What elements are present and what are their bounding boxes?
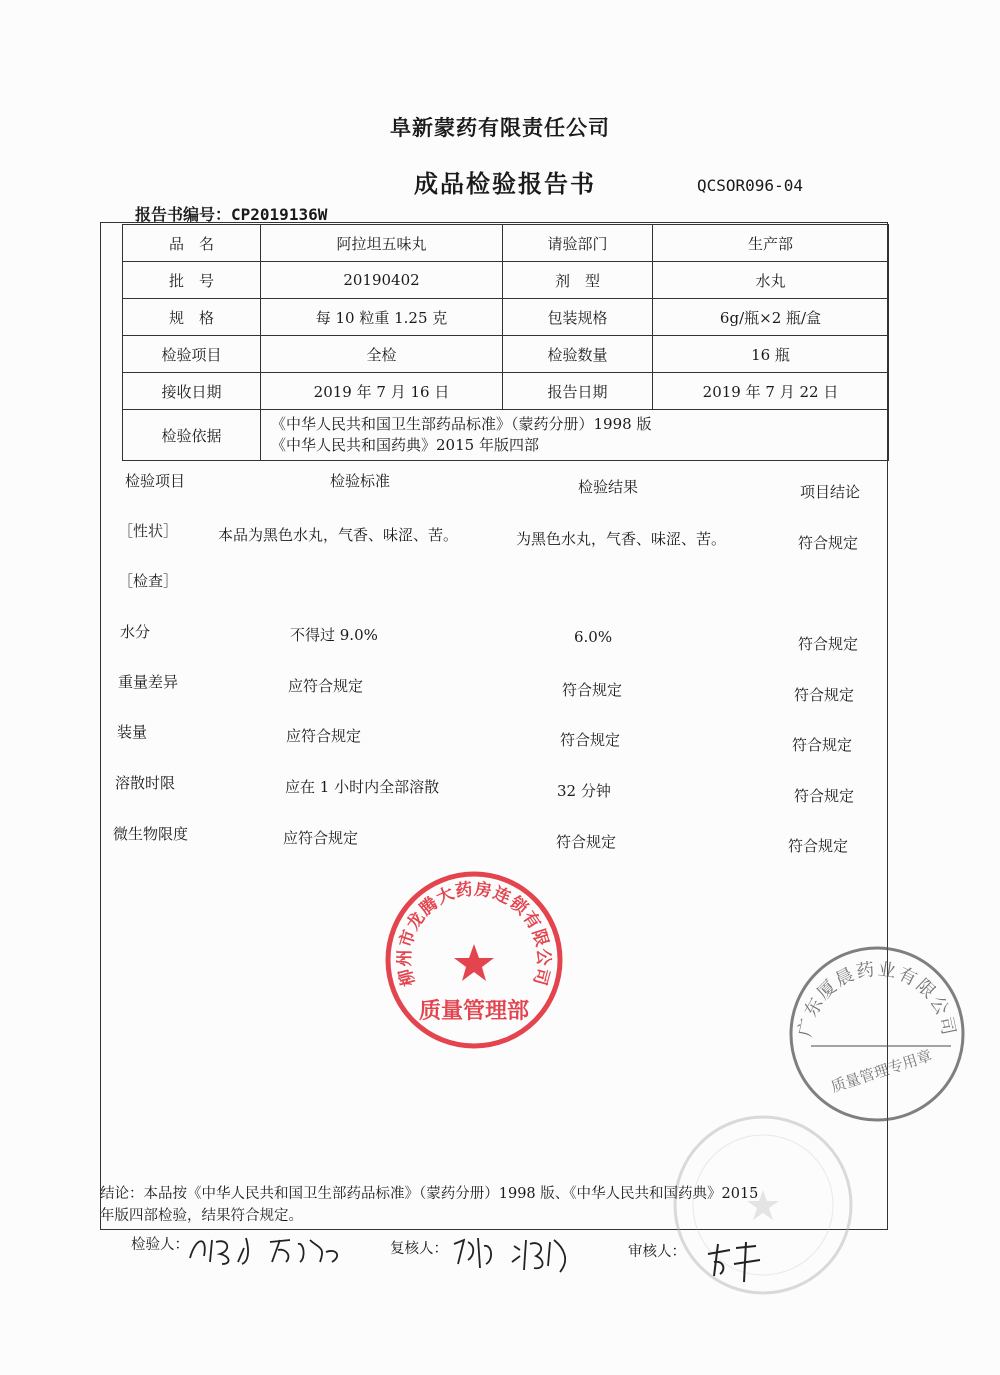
row-result: 符合规定 <box>560 731 621 749</box>
row-conclusion: 符合规定 <box>794 787 855 805</box>
conclusion-line-2: 年版四部检验，结果符合规定。 <box>100 1208 303 1224</box>
product-name-label: 品 名 <box>123 225 261 262</box>
header-item: 检验项目 <box>125 472 186 490</box>
dept-value: 生产部 <box>653 225 889 262</box>
table-row <box>123 262 889 299</box>
character-result: 为黑色水丸，气香、味涩、苦。 <box>516 530 727 548</box>
row-result: 符合规定 <box>562 681 623 699</box>
row-item: 溶散时限 <box>115 774 176 792</box>
report-number-label: 报告书编号： <box>135 205 232 224</box>
section-character: ［性状］ <box>118 522 179 540</box>
red-stamp-text: 柳州市龙腾大药房连锁有限公司 <box>394 879 554 989</box>
report-date-label: 报告日期 <box>503 373 653 410</box>
header-standard: 检验标准 <box>330 472 391 490</box>
character-standard: 本品为黑色水丸，气香、味涩、苦。 <box>218 526 459 544</box>
basis-line-1: 《中华人民共和国卫生部药品标准》（蒙药分册）1998 版 <box>271 415 652 433</box>
row-standard: 应符合规定 <box>288 677 364 695</box>
row-conclusion: 符合规定 <box>794 686 855 704</box>
product-name: 阿拉坦五味丸 <box>261 225 503 262</box>
qty-value: 16 瓶 <box>653 336 889 373</box>
row-standard: 应在 1 小时内全部溶散 <box>285 778 440 796</box>
table-row <box>123 410 889 461</box>
row-result: 6.0% <box>574 628 613 646</box>
section-check: ［检查］ <box>118 572 179 590</box>
recv-date: 2019 年 7 月 16 日 <box>261 373 503 410</box>
row-conclusion: 符合规定 <box>798 635 859 653</box>
report-date: 2019 年 7 月 22 日 <box>653 373 889 410</box>
reviewer-signature <box>450 1230 590 1276</box>
item-label: 检验项目 <box>123 336 261 373</box>
recv-date-label: 接收日期 <box>123 373 261 410</box>
dosage-label: 剂 型 <box>503 262 653 299</box>
batch-label: 批 号 <box>123 262 261 299</box>
spec-value: 每 10 粒重 1.25 克 <box>261 299 503 336</box>
row-item: 重量差异 <box>118 673 179 691</box>
conclusion-line-1: 结论：本品按《中华人民共和国卫生部药品标准》（蒙药分册）1998 版、《中华人民共和国药典》2015 <box>100 1186 759 1202</box>
row-conclusion: 符合规定 <box>792 736 853 754</box>
row-result: 符合规定 <box>556 833 617 851</box>
row-item: 水分 <box>120 623 151 641</box>
row-item: 装量 <box>117 723 148 741</box>
dosage-value: 水丸 <box>653 262 889 299</box>
character-conclusion: 符合规定 <box>798 534 859 552</box>
company-name: 阜新蒙药有限责任公司 <box>390 116 610 140</box>
grey-stamp-dept: 质量管理专用章 <box>829 1048 935 1097</box>
inspector-signature <box>186 1228 356 1268</box>
row-result: 32 分钟 <box>557 782 611 800</box>
conclusion-block <box>100 1183 860 1227</box>
row-standard: 不得过 9.0% <box>290 626 378 644</box>
red-quality-stamp <box>382 868 566 1052</box>
row-standard: 应符合规定 <box>286 727 362 745</box>
report-title: 成品检验报告书 <box>414 170 596 198</box>
package-label: 包装规格 <box>503 299 653 336</box>
basis-line-2: 《中华人民共和国药典》2015 年版四部 <box>271 436 539 454</box>
reviewer-label: 复核人： <box>390 1241 448 1257</box>
grey-company-stamp <box>785 942 969 1126</box>
table-row <box>123 225 889 262</box>
item-value: 全检 <box>261 336 503 373</box>
basis-label: 检验依据 <box>123 410 261 461</box>
dept-label: 请验部门 <box>503 225 653 262</box>
row-item: 微生物限度 <box>113 825 189 843</box>
row-conclusion: 符合规定 <box>788 837 849 855</box>
approver-signature <box>700 1236 770 1286</box>
inspector-label: 检验人： <box>131 1237 189 1253</box>
grey-stamp-text: 广东厦晨药业有限公司 <box>794 958 960 1039</box>
table-row <box>123 373 889 410</box>
star-icon <box>454 944 494 981</box>
form-code: QCSOR096-04 <box>697 176 803 195</box>
info-table <box>122 224 889 461</box>
approver-label: 审核人： <box>628 1244 686 1260</box>
table-row <box>123 336 889 373</box>
qty-label: 检验数量 <box>503 336 653 373</box>
table-row <box>123 299 889 336</box>
package-value: 6g/瓶×2 瓶/盒 <box>653 299 889 336</box>
red-stamp-dept: 质量管理部 <box>418 998 530 1023</box>
spec-label: 规 格 <box>123 299 261 336</box>
header-conclusion: 项目结论 <box>800 483 861 501</box>
basis-values <box>261 410 889 461</box>
report-number-value: CP2019136W <box>231 205 328 224</box>
header-result: 检验结果 <box>578 478 639 496</box>
row-standard: 应符合规定 <box>283 829 359 847</box>
batch-value: 20190402 <box>261 262 503 299</box>
